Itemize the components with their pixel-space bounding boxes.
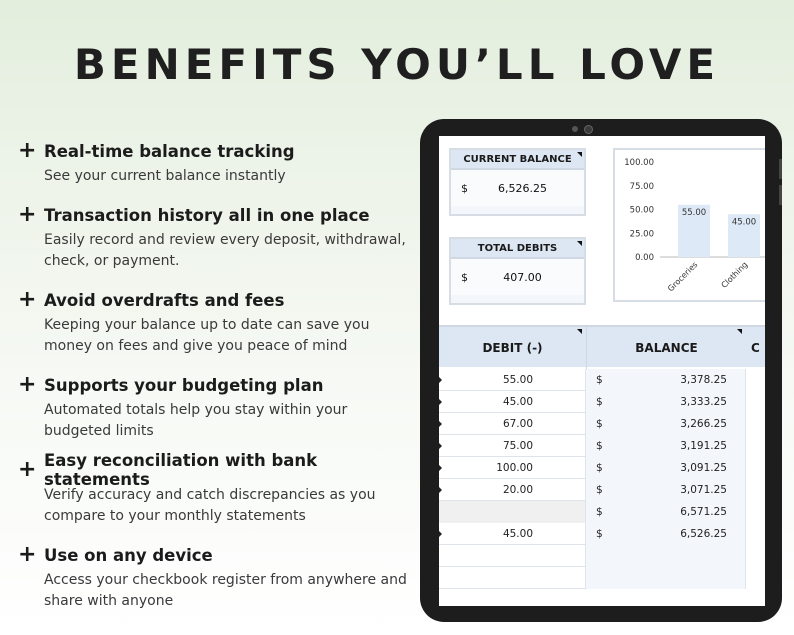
column-header-balance[interactable]: BALANCE: [586, 327, 746, 369]
volume-button: [779, 159, 782, 179]
bar-value-label: 45.00: [731, 217, 757, 228]
currency-symbol: $: [596, 418, 603, 430]
current-balance-label: CURRENT BALANCE: [451, 150, 584, 170]
tablet-screen: [439, 136, 765, 606]
debit-cell[interactable]: 100.00: [439, 457, 586, 479]
total-debits-value-row[interactable]: [451, 259, 584, 295]
benefit-title-text: Transaction history all in one place: [44, 205, 370, 225]
next-column-cell[interactable]: [746, 369, 765, 391]
bar-value-label: 55.00: [681, 207, 707, 218]
table-row: [439, 545, 765, 567]
benefit-title-text: Supports your budgeting plan: [44, 375, 324, 395]
volume-button: [779, 185, 782, 205]
y-tick-label: 100.00: [624, 158, 654, 168]
balance-cell[interactable]: [586, 413, 746, 435]
cell-note-marker: [577, 241, 582, 246]
benefit-title: [18, 451, 418, 489]
benefit-item: [18, 451, 418, 527]
debit-cell[interactable]: 20.00: [439, 479, 586, 501]
plus-icon: +: [18, 457, 37, 482]
y-tick-label: 75.00: [629, 181, 654, 192]
balance-cell[interactable]: [586, 391, 746, 413]
benefit-description: Easily record and review every deposit, withdrawal, check, or payment.: [44, 232, 406, 269]
plus-icon: +: [18, 138, 37, 163]
benefit-item: [18, 374, 418, 442]
balance-cell[interactable]: [586, 567, 746, 589]
benefit-description: Access your checkbook register from anywhere and share with anyone: [44, 572, 407, 609]
currency-symbol: $: [596, 374, 603, 386]
balance-cell[interactable]: [586, 523, 746, 545]
plus-icon: +: [18, 372, 37, 397]
debit-cell[interactable]: 55.00: [439, 369, 586, 391]
benefit-title: [18, 544, 418, 566]
currency-symbol: $: [596, 440, 603, 452]
benefit-title: [18, 289, 418, 311]
balance-value: 3,378.25: [680, 374, 727, 386]
currency-symbol: $: [461, 181, 468, 195]
next-column-cell[interactable]: [746, 435, 765, 457]
column-header-debit[interactable]: DEBIT (-): [482, 341, 543, 355]
balance-value: 3,091.25: [680, 462, 727, 474]
debit-cell[interactable]: [439, 545, 586, 567]
column-header-next[interactable]: C: [751, 341, 760, 355]
benefit-description: See your current balance instantly: [44, 168, 286, 184]
benefit-description: Keeping your balance up to date can save you money on fees and give you peace of mind: [44, 317, 370, 354]
cell-note-marker: [577, 329, 582, 334]
benefit-title: [18, 204, 418, 226]
spending-chart[interactable]: [613, 148, 765, 302]
x-category-label: Groceries: [666, 260, 700, 294]
next-column-cell[interactable]: [746, 567, 765, 589]
y-tick-label: 25.00: [629, 229, 654, 240]
camera-lens: [584, 125, 593, 134]
plus-icon: +: [18, 202, 37, 227]
balance-value: 6,571.25: [680, 506, 727, 518]
balance-value: 3,071.25: [680, 484, 727, 496]
next-column-cell[interactable]: [746, 523, 765, 545]
table-row: [439, 567, 765, 589]
cell-note-marker: [737, 329, 742, 334]
y-tick-label: 50.00: [629, 205, 654, 216]
table-row: [439, 479, 765, 501]
balance-value: 6,526.25: [680, 528, 727, 540]
balance-cell[interactable]: [586, 545, 746, 567]
currency-symbol: $: [596, 462, 603, 474]
debit-cell[interactable]: 45.00: [439, 523, 586, 545]
plus-icon: +: [18, 542, 37, 567]
benefit-item: [18, 289, 418, 357]
next-column-cell[interactable]: [746, 391, 765, 413]
page-headline: BENEFITS YOU’LL LOVE: [73, 40, 721, 89]
next-column-cell[interactable]: [746, 545, 765, 567]
benefit-title-text: Real-time balance tracking: [44, 141, 295, 161]
register-table-header: [439, 325, 765, 367]
benefit-title: [18, 374, 418, 396]
total-debits-label: TOTAL DEBITS: [451, 239, 584, 259]
next-column-cell[interactable]: [746, 457, 765, 479]
benefit-item: [18, 204, 418, 272]
balance-cell[interactable]: [586, 369, 746, 391]
sensor-dot: [572, 126, 578, 132]
currency-symbol: $: [596, 396, 603, 408]
table-row: [439, 523, 765, 545]
debit-cell[interactable]: [439, 567, 586, 589]
currency-symbol: $: [596, 506, 603, 518]
x-category-label: Clothing: [719, 260, 750, 290]
currency-symbol: $: [596, 484, 603, 496]
next-column-cell[interactable]: [746, 479, 765, 501]
debit-cell[interactable]: 45.00: [439, 391, 586, 413]
tablet-device: [420, 119, 782, 622]
tablet-camera: [570, 124, 620, 136]
total-debits-card: [449, 237, 586, 305]
debit-cell[interactable]: [439, 501, 586, 523]
benefit-description: Verify accuracy and catch discrepancies as you compare to your monthly statements: [44, 487, 376, 524]
y-tick-label: 0.00: [635, 253, 654, 263]
balance-cell[interactable]: [586, 457, 746, 479]
plus-icon: +: [18, 287, 37, 312]
benefit-item: [18, 544, 418, 612]
benefit-item: [18, 140, 418, 187]
balance-value: 3,191.25: [680, 440, 727, 452]
benefit-description: Automated totals help you stay within your budgeted limits: [44, 402, 348, 439]
benefits-list: [18, 140, 418, 629]
next-column-cell[interactable]: [746, 501, 765, 523]
table-row: [439, 501, 765, 523]
debit-cell[interactable]: 67.00: [439, 413, 586, 435]
benefit-title-text: Avoid overdrafts and fees: [44, 290, 285, 310]
table-row: [439, 413, 765, 435]
current-balance-card: [449, 148, 586, 216]
benefit-title-text: Use on any device: [44, 545, 213, 565]
register-table-body: [439, 369, 765, 589]
balance-cell[interactable]: [586, 435, 746, 457]
balance-value: 3,266.25: [680, 418, 727, 430]
current-balance-value: 6,526.25: [498, 181, 547, 195]
debit-cell[interactable]: 75.00: [439, 435, 586, 457]
spending-chart-svg: [615, 150, 765, 300]
balance-value: 3,333.25: [680, 396, 727, 408]
currency-symbol: $: [596, 528, 603, 540]
table-row: [439, 435, 765, 457]
benefit-title: [18, 140, 418, 162]
currency-symbol: $: [461, 270, 468, 284]
table-row: [439, 369, 765, 391]
table-row: [439, 391, 765, 413]
benefit-title-text: Easy reconciliation with bank statements: [44, 451, 318, 489]
cell-note-marker: [577, 152, 582, 157]
balance-cell[interactable]: [586, 479, 746, 501]
total-debits-value: 407.00: [503, 270, 542, 284]
table-row: [439, 457, 765, 479]
next-column-cell[interactable]: [746, 413, 765, 435]
current-balance-value-row[interactable]: [451, 170, 584, 206]
balance-cell[interactable]: [586, 501, 746, 523]
